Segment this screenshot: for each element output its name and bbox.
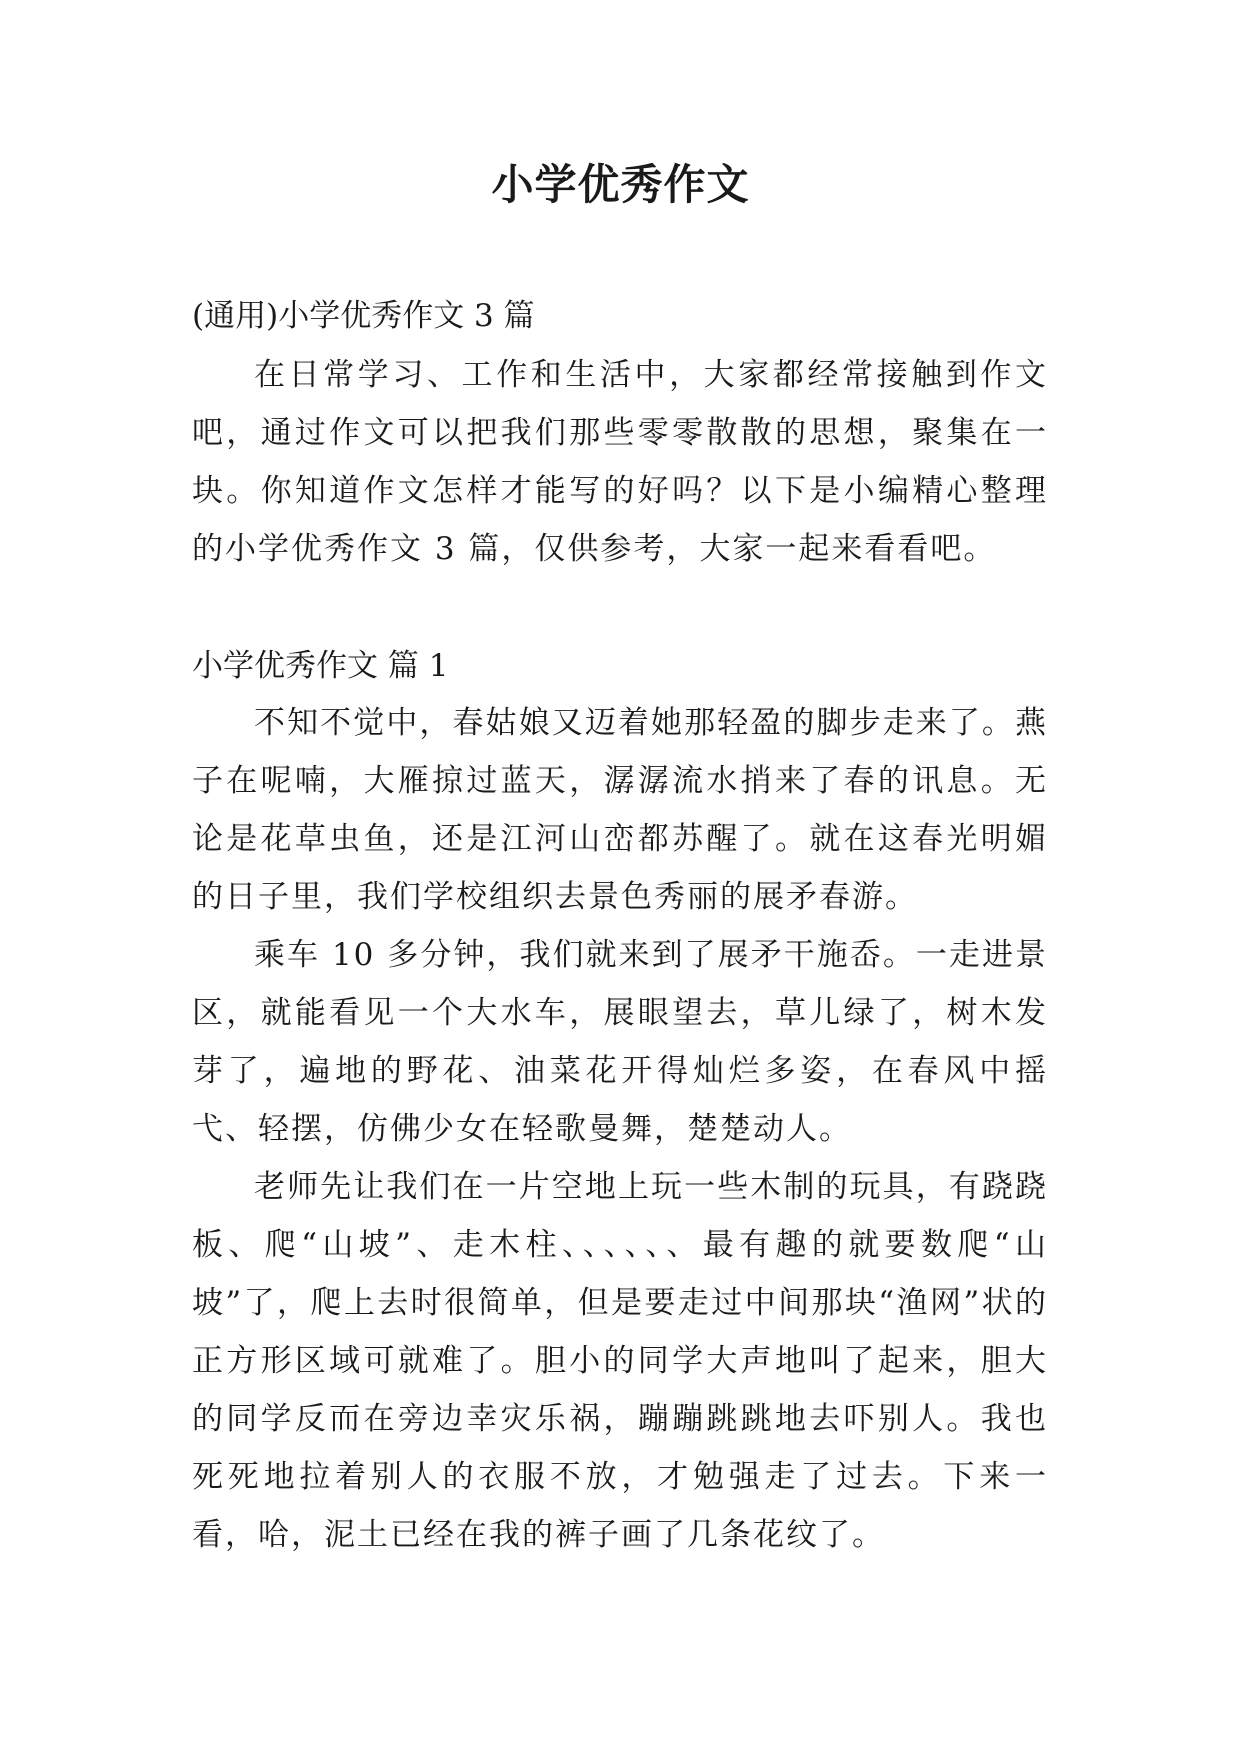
intro-block bbox=[192, 346, 1048, 578]
section-heading: 小学优秀作文 篇 1 bbox=[192, 648, 449, 684]
essay-paragraph: 老师先让我们在一片空地上玩一些木制的玩具，有跷跷板、爬“山坡”、走木柱、、、、、、最有趣的就要数爬“山坡”了，爬上去时很简单，但是要走过中间那块“渔网”状的正方形区域可就难了。胆小的同学大声地叫了起来，胆大的同学反而在旁边幸灾乐祸，蹦蹦跳跳地去吓别人。我也死死地拉着别人的衣服不放，才勉强走了过去。下来一看，哈，泥土已经在我的裤子画了几条花纹了。 bbox=[192, 1169, 1048, 1553]
document-subtitle: (通用)小学优秀作文 3 篇 bbox=[192, 298, 535, 334]
essay-paragraph: 乘车 10 多分钟，我们就来到了展矛干施岙。一走进景区，就能看见一个大水车，展眼望去，草儿绿了，树木发芽了，遍地的野花、油菜花开得灿烂多姿，在春风中摇弋、轻摆，仿佛少女在轻歌曼舞，楚楚动人。 bbox=[192, 937, 1048, 1147]
essay-body bbox=[192, 694, 1048, 1564]
document-title: 小学优秀作文 bbox=[491, 160, 750, 209]
essay-paragraph: 不知不觉中，春姑娘又迈着她那轻盈的脚步走来了。燕子在呢喃，大雁掠过蓝天，潺潺流水捎来了春的讯息。无论是花草虫鱼，还是江河山峦都苏醒了。就在这春光明媚的日子里，我们学校组织去景色秀丽的展矛春游。 bbox=[192, 705, 1048, 915]
intro-paragraph: 在日常学习、工作和生活中，大家都经常接触到作文吧，通过作文可以把我们那些零零散散的思想，聚集在一块。你知道作文怎样才能写的好吗？以下是小编精心整理的小学优秀作文 3 篇，仅供参考，大家一起来看看吧。 bbox=[192, 357, 1048, 567]
